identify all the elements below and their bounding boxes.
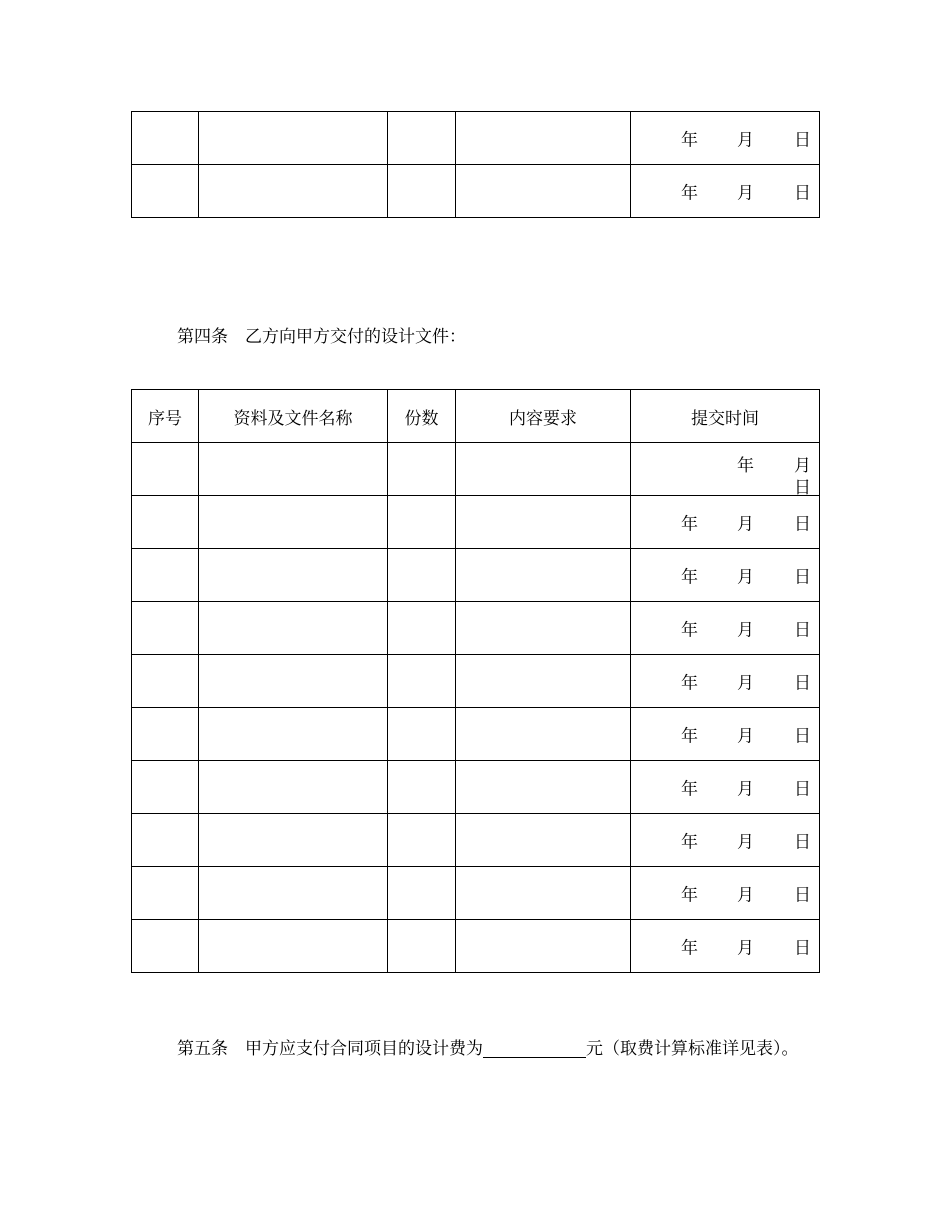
cell-seq[interactable] xyxy=(132,708,199,761)
cell-submit-date[interactable] xyxy=(631,443,820,496)
cell-doc-name[interactable] xyxy=(199,761,388,814)
cell-copies[interactable] xyxy=(388,165,456,218)
cell-content[interactable] xyxy=(456,867,631,920)
date-year-label: 年 xyxy=(681,938,698,959)
date-day-label: 日 xyxy=(794,779,811,800)
article-5-title: 第五条 xyxy=(177,1039,228,1059)
header-doc-name: 资料及文件名称 xyxy=(199,390,388,443)
date-month-label: 月 xyxy=(737,673,754,694)
table-row xyxy=(132,867,820,920)
cell-content[interactable] xyxy=(456,112,631,165)
date-year-label: 年 xyxy=(681,885,698,906)
cell-submit-date[interactable] xyxy=(631,165,820,218)
cell-doc-name[interactable] xyxy=(199,708,388,761)
cell-doc-name[interactable] xyxy=(199,443,388,496)
table-row xyxy=(132,112,820,165)
date-day-label: 日 xyxy=(794,938,811,959)
table-header-row xyxy=(132,390,820,443)
cell-content[interactable] xyxy=(456,655,631,708)
cell-doc-name[interactable] xyxy=(199,602,388,655)
cell-content[interactable] xyxy=(456,496,631,549)
date-month-label: 月 xyxy=(737,620,754,641)
cell-content[interactable] xyxy=(456,708,631,761)
cell-seq[interactable] xyxy=(132,761,199,814)
date-year-label: 年 xyxy=(681,673,698,694)
continued-table xyxy=(131,111,820,218)
article-4 xyxy=(139,317,819,357)
cell-doc-name[interactable] xyxy=(199,112,388,165)
date-year-label: 年 xyxy=(681,130,698,151)
table-row xyxy=(132,443,820,496)
cell-seq[interactable] xyxy=(132,112,199,165)
cell-seq[interactable] xyxy=(132,602,199,655)
cell-content[interactable] xyxy=(456,602,631,655)
cell-content[interactable] xyxy=(456,920,631,973)
table-row xyxy=(132,655,820,708)
date-day-label: 日 xyxy=(794,832,811,853)
table-row xyxy=(132,814,820,867)
cell-doc-name[interactable] xyxy=(199,549,388,602)
date-day-label: 日 xyxy=(794,620,811,641)
date-year-label: 年 xyxy=(737,456,754,476)
date-month-label: 月 xyxy=(737,832,754,853)
date-year-label: 年 xyxy=(681,832,698,853)
cell-doc-name[interactable] xyxy=(199,920,388,973)
cell-seq[interactable] xyxy=(132,165,199,218)
design-documents-table xyxy=(131,389,820,973)
cell-submit-date[interactable] xyxy=(631,549,820,602)
table-row xyxy=(132,920,820,973)
cell-seq[interactable] xyxy=(132,920,199,973)
table-row xyxy=(132,165,820,218)
date-day-label: 日 xyxy=(794,885,811,906)
cell-doc-name[interactable] xyxy=(199,165,388,218)
date-month-label: 月 xyxy=(737,514,754,535)
cell-copies[interactable] xyxy=(388,496,456,549)
table-row xyxy=(132,496,820,549)
cell-doc-name[interactable] xyxy=(199,496,388,549)
date-day-label: 日 xyxy=(794,673,811,694)
cell-seq[interactable] xyxy=(132,655,199,708)
cell-copies[interactable] xyxy=(388,761,456,814)
date-day-label: 日 xyxy=(794,183,811,204)
date-month-label: 月 xyxy=(737,183,754,204)
article-5-text-after: 元（取费计算标准详见表）。 xyxy=(586,1039,799,1059)
date-year-label: 年 xyxy=(681,779,698,800)
cell-content[interactable] xyxy=(456,549,631,602)
cell-submit-date[interactable] xyxy=(631,920,820,973)
date-year-label: 年 xyxy=(681,514,698,535)
cell-doc-name[interactable] xyxy=(199,867,388,920)
date-month-label: 月 xyxy=(794,456,811,476)
article-5-text-before: 甲方应支付合同项目的设计费为 xyxy=(245,1039,483,1059)
header-submit-time: 提交时间 xyxy=(631,390,820,443)
cell-submit-date[interactable] xyxy=(631,496,820,549)
article-4-title: 第四条 xyxy=(177,327,228,347)
table-row xyxy=(132,761,820,814)
design-documents-table-body xyxy=(132,443,820,973)
date-day-label: 日 xyxy=(794,514,811,535)
date-month-label: 月 xyxy=(737,779,754,800)
cell-copies[interactable] xyxy=(388,920,456,973)
cell-copies[interactable] xyxy=(388,708,456,761)
date-year-label: 年 xyxy=(681,726,698,747)
date-day-label: 日 xyxy=(794,726,811,747)
date-month-label: 月 xyxy=(737,130,754,151)
cell-copies[interactable] xyxy=(388,112,456,165)
header-seq: 序号 xyxy=(132,390,199,443)
fee-amount-blank[interactable] xyxy=(483,1037,586,1058)
cell-submit-date[interactable] xyxy=(631,867,820,920)
cell-copies[interactable] xyxy=(388,602,456,655)
header-content: 内容要求 xyxy=(456,390,631,443)
date-month-label: 月 xyxy=(737,567,754,588)
cell-submit-date[interactable] xyxy=(631,761,820,814)
cell-copies[interactable] xyxy=(388,549,456,602)
date-month-label: 月 xyxy=(737,726,754,747)
cell-seq[interactable] xyxy=(132,814,199,867)
cell-submit-date[interactable] xyxy=(631,655,820,708)
cell-seq[interactable] xyxy=(132,496,199,549)
cell-doc-name[interactable] xyxy=(199,814,388,867)
table-row xyxy=(132,708,820,761)
cell-seq[interactable] xyxy=(132,443,199,496)
cell-submit-date[interactable] xyxy=(631,602,820,655)
date-day-label: 日 xyxy=(794,478,811,498)
cell-seq[interactable] xyxy=(132,549,199,602)
cell-copies[interactable] xyxy=(388,814,456,867)
date-day-label: 日 xyxy=(794,130,811,151)
date-month-label: 月 xyxy=(737,938,754,959)
article-4-text: 乙方向甲方交付的设计文件： xyxy=(245,327,466,347)
cell-seq[interactable] xyxy=(132,867,199,920)
cell-content[interactable] xyxy=(456,814,631,867)
cell-copies[interactable] xyxy=(388,655,456,708)
date-month-label: 月 xyxy=(737,885,754,906)
cell-copies[interactable] xyxy=(388,867,456,920)
table-row xyxy=(132,602,820,655)
date-year-label: 年 xyxy=(681,620,698,641)
continued-table-body xyxy=(132,112,820,218)
date-year-label: 年 xyxy=(681,183,698,204)
cell-doc-name[interactable] xyxy=(199,655,388,708)
cell-submit-date[interactable] xyxy=(631,814,820,867)
article-5 xyxy=(139,1029,819,1069)
table-row xyxy=(132,549,820,602)
date-year-label: 年 xyxy=(681,567,698,588)
cell-content[interactable] xyxy=(456,761,631,814)
cell-submit-date[interactable] xyxy=(631,708,820,761)
date-day-label: 日 xyxy=(794,567,811,588)
cell-content[interactable] xyxy=(456,443,631,496)
cell-copies[interactable] xyxy=(388,443,456,496)
header-copies: 份数 xyxy=(388,390,456,443)
cell-content[interactable] xyxy=(456,165,631,218)
cell-submit-date[interactable] xyxy=(631,112,820,165)
